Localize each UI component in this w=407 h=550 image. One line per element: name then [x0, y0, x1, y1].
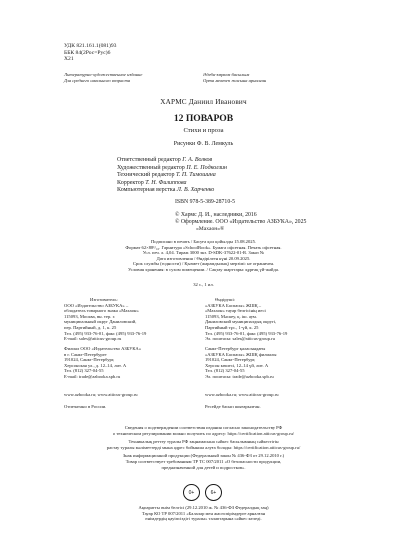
udc-block: [64, 43, 116, 63]
branch-line: 191024, Санкт-Петербург,: [205, 357, 256, 363]
kz-note-line: Тауар КО ТР 007/2011 «Балалар мен жасөспірімдерге арналған: [141, 510, 266, 516]
print-spec-line: Условия хранения: в сухом помещении. / Сақтау шарттары: құрғақ үй-жайда.: [127, 266, 280, 272]
printed-in-kz: Ресейде басып шығарылған.: [205, 404, 261, 409]
kz-note-line: өнімдердің қауіпсіздігі туралы» талаптарына сәйкес келеді.: [145, 516, 262, 522]
manufacturer-line: «АЗБУКА Баспасы» ЖШҚ –: [205, 302, 262, 308]
manufacturer-line: 115093, Мәскеу, қ. іш. аум.: [205, 313, 257, 319]
manufacturer-kz: [205, 297, 287, 342]
manufacturer-heading: Изготовитель:: [90, 297, 118, 302]
category-left-line: Для среднего школьного возраста: [64, 77, 131, 83]
age-rating-0-icon: 0+: [183, 484, 200, 501]
branch-line: Херсон көшесі, 12–14 үй, лит. А: [205, 362, 269, 368]
category-left: [64, 72, 142, 83]
manufacturer-line: Тел. (495) 933-76-01, факс (495) 933-76-19: [205, 330, 288, 336]
note-line: Товар соответствует требованиям ТР ТС 007/2011 «О безопасности продукции,: [125, 458, 282, 464]
branch-line: 191024, Санкт-Петербург,: [64, 357, 115, 363]
edition-info: 32 с., 1 ил.: [193, 282, 214, 287]
branch-line: Санкт-Петербург қаласындағы: [205, 346, 266, 351]
manufacturer-line: Даниловский муниципалдық округі,: [205, 319, 277, 325]
category-left-line: Литературно-художественное издание: [64, 72, 143, 77]
branch-line: Херсонская ул., д. 12–14, лит. А: [64, 362, 127, 368]
copyright-line: © Хармс Д. И., наследники, 2016: [175, 212, 257, 218]
staff-row: Художественный редактор П. Е. Подколзин: [117, 164, 228, 171]
manufacturer-heading: Өндіруші:: [215, 297, 236, 302]
copyright-line: © Оформление. ООО «Издательство АЗБУКА», 2025: [175, 219, 307, 225]
print-spec-line: Дата изготовления / Өндірілген күні 20.09.2025.: [156, 255, 251, 261]
manufacturer-line: муниципальный округ Даниловский,: [64, 319, 137, 325]
manufacturer-line: ООО «Издательство АЗБУКА» –: [64, 302, 129, 308]
manufacturer-line: пер. Партийный, д. 1, к. 25: [64, 324, 117, 330]
branch-line: в г. Санкт-Петербурге: [64, 351, 107, 357]
copyright-block: [175, 212, 306, 226]
print-spec-line: Усл. печ. л. 4,04. Тираж 3000 экз. D-SDK-37622-01-R. Заказ №: [142, 250, 265, 256]
website-link-ru[interactable]: www.azbooka.ru; www.atticus-group.ru: [64, 392, 138, 397]
manufacturer-line: E-mail: sales@atticus-group.ru: [64, 336, 122, 342]
staff-row: Компьютерная верстка Л. В. Харченко: [117, 187, 215, 194]
note-line: предназначенной для детей и подростков».: [161, 464, 246, 470]
manufacturer-line: Партийный тұс., 1-үй, к. 25: [205, 324, 259, 330]
category-right: [203, 72, 266, 83]
manufacturer-line: Эл. поштасы: sales@atticus-group.ru: [205, 336, 275, 342]
manufacturer-line: Тел. (495) 933-76-01, факс (495) 933-76-19: [64, 330, 147, 336]
branch-line: Филиал ООО «Издательство АЗБУКА»: [64, 346, 142, 351]
illustrator-credit: Рисунки Ф. В. Лемкуль: [173, 141, 234, 147]
note-line: Техникалық реттеу туралы РФ заңнамасына сәйкес басылымның сәйкестігін: [128, 439, 279, 445]
branch-line: Тел. (812) 327-04-55: [205, 368, 245, 374]
branch-kz: [205, 346, 276, 380]
staff-row: Ответственный редактор Г. А. Волков: [117, 157, 213, 163]
staff-credits: [117, 157, 227, 195]
manufacturer-line: «Махаон» тауар белгісінің иесі: [205, 308, 266, 314]
note-line: Знак информационной продукции (Федеральный закон № 436-ФЗ от 29.12.2010 г.): [122, 453, 285, 459]
manufacturer-ru: [64, 297, 146, 342]
author-sign-line: Х21: [64, 56, 74, 63]
printed-in-ru: Отпечатано в России.: [64, 404, 107, 409]
isbn: ISBN 978-5-389-28710-5: [175, 199, 236, 205]
branch-line: «АЗБУКА Баспасы» ЖШҚ филиалы: [205, 351, 277, 357]
book-title: 12 ПОВАРОВ: [173, 113, 234, 124]
kz-note-line: Ақпаратты өнім белгісі (29.12.2010 ж. № 436-ФЗ Федералдық заң): [138, 505, 269, 510]
manufacturer-line: 115093, Москва, вн. тер. г.: [64, 313, 116, 319]
print-spec-line: Формат 62×88¹/₁₆. Гарнитура «SchoolBook». Бумага офсетная. Печать офсетная.: [125, 244, 282, 250]
note-line: Сведения о подтверждении соответствия издания согласно законодательству РФ: [124, 425, 283, 430]
udc-line: УДК 821.161.1(081)93: [64, 43, 117, 49]
category-right-line: Әдеби-көркем басылым: [203, 72, 250, 77]
note-line: растау туралы мәліметтерді мына адрес бойынша алуға болады: https://certification.atticus-group.ru/: [106, 444, 301, 450]
staff-row: Технический редактор Т. П. Тимошина: [117, 172, 216, 179]
branch-ru: [64, 346, 141, 380]
book-subtitle: Стихи и проза: [183, 127, 224, 134]
certification-notes: [0, 425, 407, 470]
print-specs: [0, 239, 407, 273]
website-link-kz[interactable]: www.azbooka.ru; www.atticus-group.ru: [205, 392, 279, 397]
trademark-line: «Махаон»®: [196, 226, 225, 232]
manufacturer-line: обладатель товарного знака «Махаон»: [64, 308, 139, 314]
category-right-line: Орта мектеп жасына арналған: [203, 77, 267, 83]
print-spec-line: Срок службы (годности) / Қызмет (жарамдылық) мерзімі: не ограничен.: [132, 261, 275, 267]
note-line: о техническом регулировании можно получить по адресу: https://certification.atticus-group.ru/: [112, 430, 295, 436]
branch-line: Тел. (812) 327-04-55: [64, 368, 104, 374]
branch-line: Эл. поштасы: trade@azbooka.spb.ru: [205, 373, 274, 379]
branch-line: E-mail: trade@azbooka.spb.ru: [64, 373, 121, 379]
age-rating-6-icon: 6+: [205, 484, 222, 501]
print-spec-line: Подписано в печать / Басуға қол қойылды 15.08.2025.: [150, 239, 257, 244]
bbk-line: ББК 84(2Рос=Рус)6: [64, 49, 111, 56]
staff-row: Корректор Т. Н. Филиппова: [117, 179, 187, 186]
author-name: ХАРМС Даниил Иванович: [160, 98, 247, 106]
kz-rating-notes: [0, 505, 407, 522]
